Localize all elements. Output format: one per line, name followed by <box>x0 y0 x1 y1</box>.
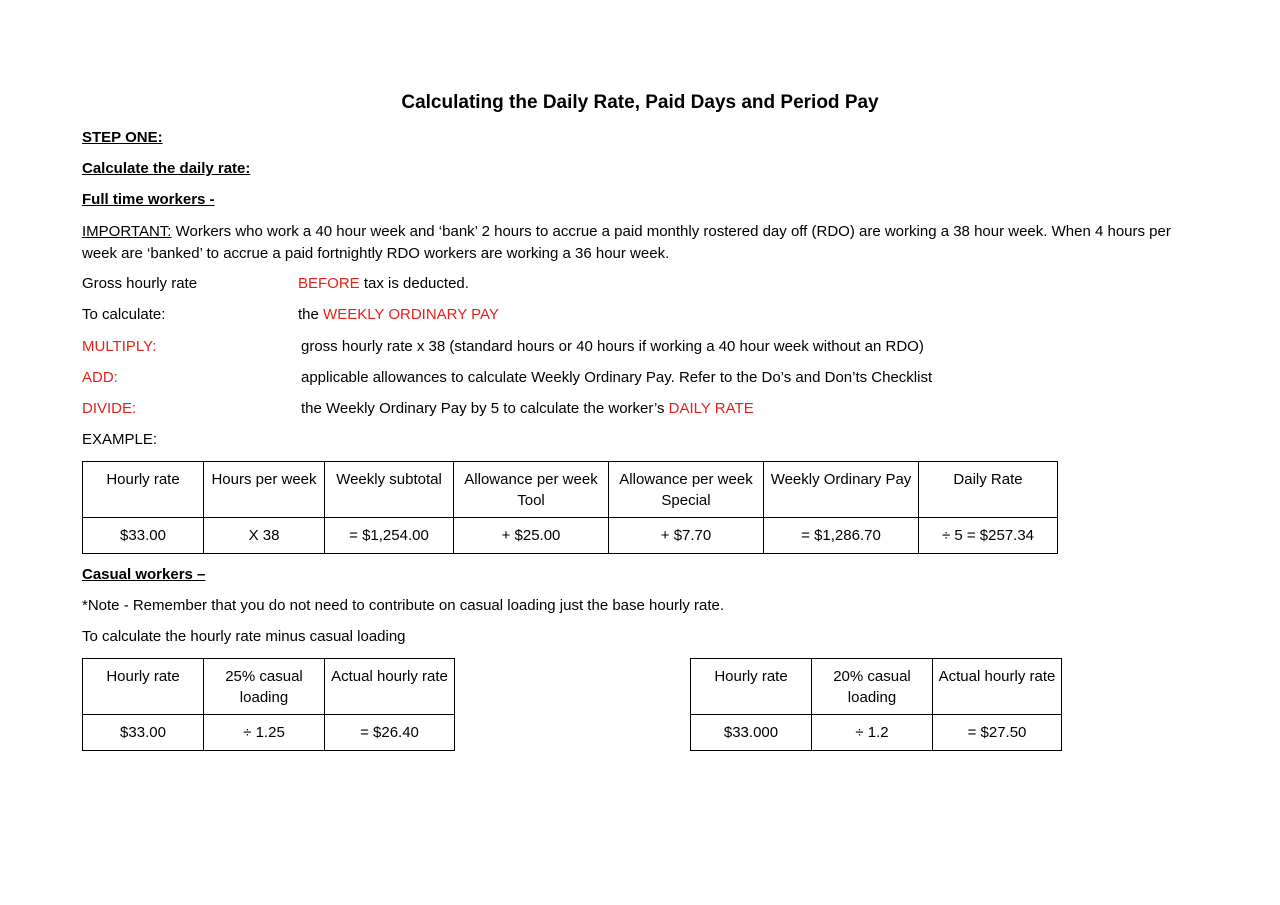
to-calculate-label: To calculate: <box>82 306 166 323</box>
table-cell: = $27.50 <box>933 715 1062 751</box>
table-cell: = $1,286.70 <box>764 518 919 554</box>
table-cell: + $25.00 <box>454 518 609 554</box>
table-header-row <box>83 462 1058 518</box>
table-header-cell: 20% casual loading <box>812 659 933 715</box>
gross-tail-text: tax is deducted. <box>359 275 469 292</box>
table-cell: ÷ 1.25 <box>204 715 325 751</box>
important-paragraph <box>82 221 1192 265</box>
table-cell: ÷ 1.2 <box>812 715 933 751</box>
table-header-cell: Daily Rate <box>919 462 1058 518</box>
table-header-cell: 25% casual loading <box>204 659 325 715</box>
calculate-daily-rate-heading: Calculate the daily rate: <box>82 160 251 177</box>
table-header-cell: Weekly subtotal <box>325 462 454 518</box>
casual-note: *Note - Remember that you do not need to contribute on casual loading just the base hourly rate. <box>82 597 725 614</box>
table-cell: = $26.40 <box>325 715 455 751</box>
table-header-cell: Hours per week <box>204 462 325 518</box>
table-header-row <box>83 659 455 715</box>
table-row <box>691 715 1062 751</box>
add-desc: applicable allowances to calculate Weekly Ordinary Pay. Refer to the Do’s and Don’ts Checklist <box>301 369 933 386</box>
add-label: ADD: <box>82 369 118 386</box>
to-calculate-desc <box>298 306 499 323</box>
table-header-cell: Actual hourly rate <box>933 659 1062 715</box>
divide-label: DIVIDE: <box>82 400 137 417</box>
table-cell: $33.000 <box>691 715 812 751</box>
divide-text: the Weekly Ordinary Pay by 5 to calculate the worker’s <box>301 400 669 417</box>
step-one-heading: STEP ONE: <box>82 129 163 146</box>
multiply-desc: gross hourly rate x 38 (standard hours or 40 hours if working a 40 hour week without an RDO) <box>301 338 924 355</box>
table-header-cell: Allowance per week Tool <box>454 462 609 518</box>
multiply-label: MULTIPLY: <box>82 338 157 355</box>
divide-desc <box>301 400 754 417</box>
casual-25-table <box>82 658 455 751</box>
gross-hourly-rate-desc <box>298 275 469 292</box>
table-cell: + $7.70 <box>609 518 764 554</box>
casual-20-table <box>690 658 1062 751</box>
full-time-workers-heading: Full time workers - <box>82 191 215 208</box>
table-header-cell: Hourly rate <box>83 659 204 715</box>
to-calculate-the: the <box>298 306 324 323</box>
table-header-cell: Hourly rate <box>83 462 204 518</box>
weekly-ordinary-pay-keyword: WEEKLY ORDINARY PAY <box>323 306 499 323</box>
important-text: Workers who work a 40 hour week and ‘bank’ 2 hours to accrue a paid monthly rostered day off (RDO) are working a 38 hour week. When 4 hours per week are ‘banked’ to accrue a paid fortnightly RDO workers are working a 36 hour week. <box>82 223 1171 262</box>
table-header-row <box>691 659 1062 715</box>
table-cell: X 38 <box>204 518 325 554</box>
table-cell: $33.00 <box>83 518 204 554</box>
gross-hourly-rate-label: Gross hourly rate <box>82 275 198 292</box>
table-cell: ÷ 5 = $257.34 <box>919 518 1058 554</box>
table-header-cell: Weekly Ordinary Pay <box>764 462 919 518</box>
example-table <box>82 461 1058 554</box>
before-keyword: BEFORE <box>298 275 360 292</box>
table-cell: $33.00 <box>83 715 204 751</box>
table-row <box>83 715 455 751</box>
example-label: EXAMPLE: <box>82 431 158 448</box>
table-row <box>83 518 1058 554</box>
table-header-cell: Actual hourly rate <box>325 659 455 715</box>
casual-workers-heading: Casual workers – <box>82 566 206 583</box>
table-header-cell: Hourly rate <box>691 659 812 715</box>
daily-rate-keyword: DAILY RATE <box>668 400 754 417</box>
table-cell: = $1,254.00 <box>325 518 454 554</box>
table-header-cell: Allowance per week Special <box>609 462 764 518</box>
important-label: IMPORTANT: <box>82 223 172 240</box>
page-title: Calculating the Daily Rate, Paid Days and Period Pay <box>401 92 879 113</box>
casual-calc-instruction: To calculate the hourly rate minus casual loading <box>82 628 406 645</box>
